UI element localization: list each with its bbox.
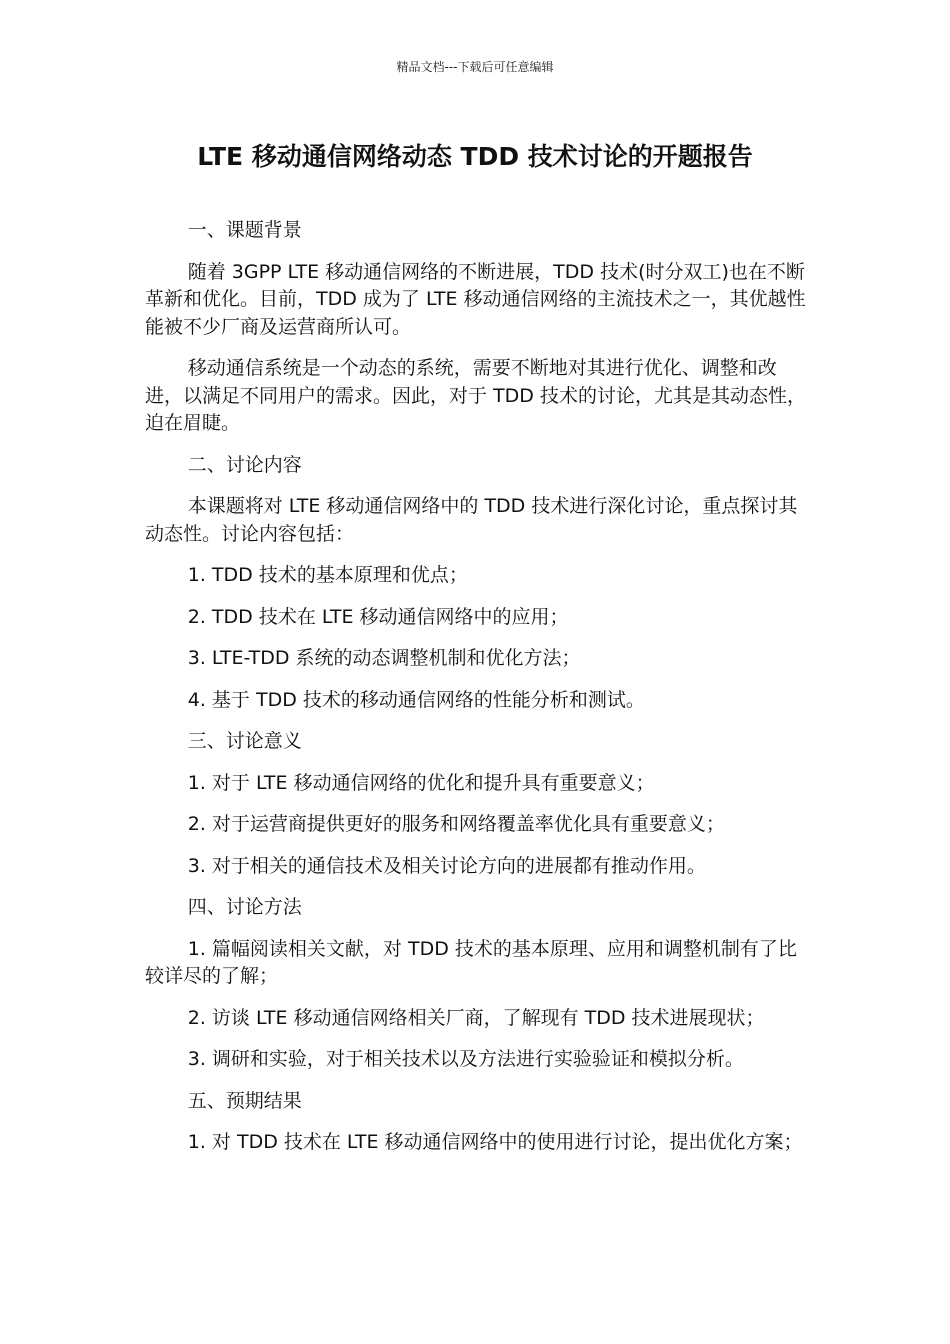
- list-item: 2. TDD 技术在 LTE 移动通信网络中的应用；: [187, 605, 569, 628]
- list-item: 4. 基于 TDD 技术的移动通信网络的性能分析和测试。: [187, 688, 645, 711]
- document-body: [145, 217, 810, 1171]
- list-item: 1. TDD 技术的基本原理和优点；: [187, 564, 468, 586]
- section-heading-content: 二、讨论内容: [187, 453, 302, 476]
- section-heading-background: 一、课题背景: [187, 219, 302, 241]
- section-heading-significance: 三、讨论意义: [187, 730, 302, 752]
- document-title: LTE 移动通信网络动态 TDD 技术讨论的开题报告: [197, 142, 753, 171]
- section-heading-methods: 四、讨论方法: [187, 896, 302, 918]
- paragraph: 移动通信系统是一个动态的系统，需要不断地对其进行优化、调整和改进，以满足不同用户的需求。因此，对于 TDD 技术的讨论，尤其是其动态性，迫在眉睫。: [145, 357, 806, 434]
- list-item: 1. 对于 LTE 移动通信网络的优化和提升具有重要意义；: [187, 771, 655, 794]
- header-note: 精品文档---下载后可任意编辑: [396, 60, 554, 74]
- list-item: 3. 调研和实验，对于相关技术以及方法进行实验验证和模拟分析。: [187, 1048, 744, 1070]
- section-heading-expected-results: 五、预期结果: [187, 1089, 302, 1112]
- list-item: 1. 篇幅阅读相关文献，对 TDD 技术的基本原理、应用和调整机制有了比较详尽的了解；: [145, 937, 797, 987]
- list-item: 2. 对于运营商提供更好的服务和网络覆盖率优化具有重要意义；: [187, 813, 725, 835]
- list-item: 3. LTE-TDD 系统的动态调整机制和优化方法；: [187, 647, 581, 669]
- paragraph: 随着 3GPP LTE 移动通信网络的不断进展，TDD 技术(时分双工)也在不断革新和优化。目前，TDD 成为了 LTE 移动通信网络的主流技术之一，其优越性能被不少厂商及运营商所认可。: [145, 260, 806, 338]
- list-item: 3. 对于相关的通信技术及相关讨论方向的进展都有推动作用。: [187, 854, 706, 877]
- paragraph: 本课题将对 LTE 移动通信网络中的 TDD 技术进行深化讨论，重点探讨其动态性。讨论内容包括：: [145, 495, 798, 545]
- list-item: 1. 对 TDD 技术在 LTE 移动通信网络中的使用进行讨论，提出优化方案；: [187, 1131, 803, 1153]
- list-item: 2. 访谈 LTE 移动通信网络相关厂商，了解现有 TDD 技术进展现状；: [187, 1006, 765, 1029]
